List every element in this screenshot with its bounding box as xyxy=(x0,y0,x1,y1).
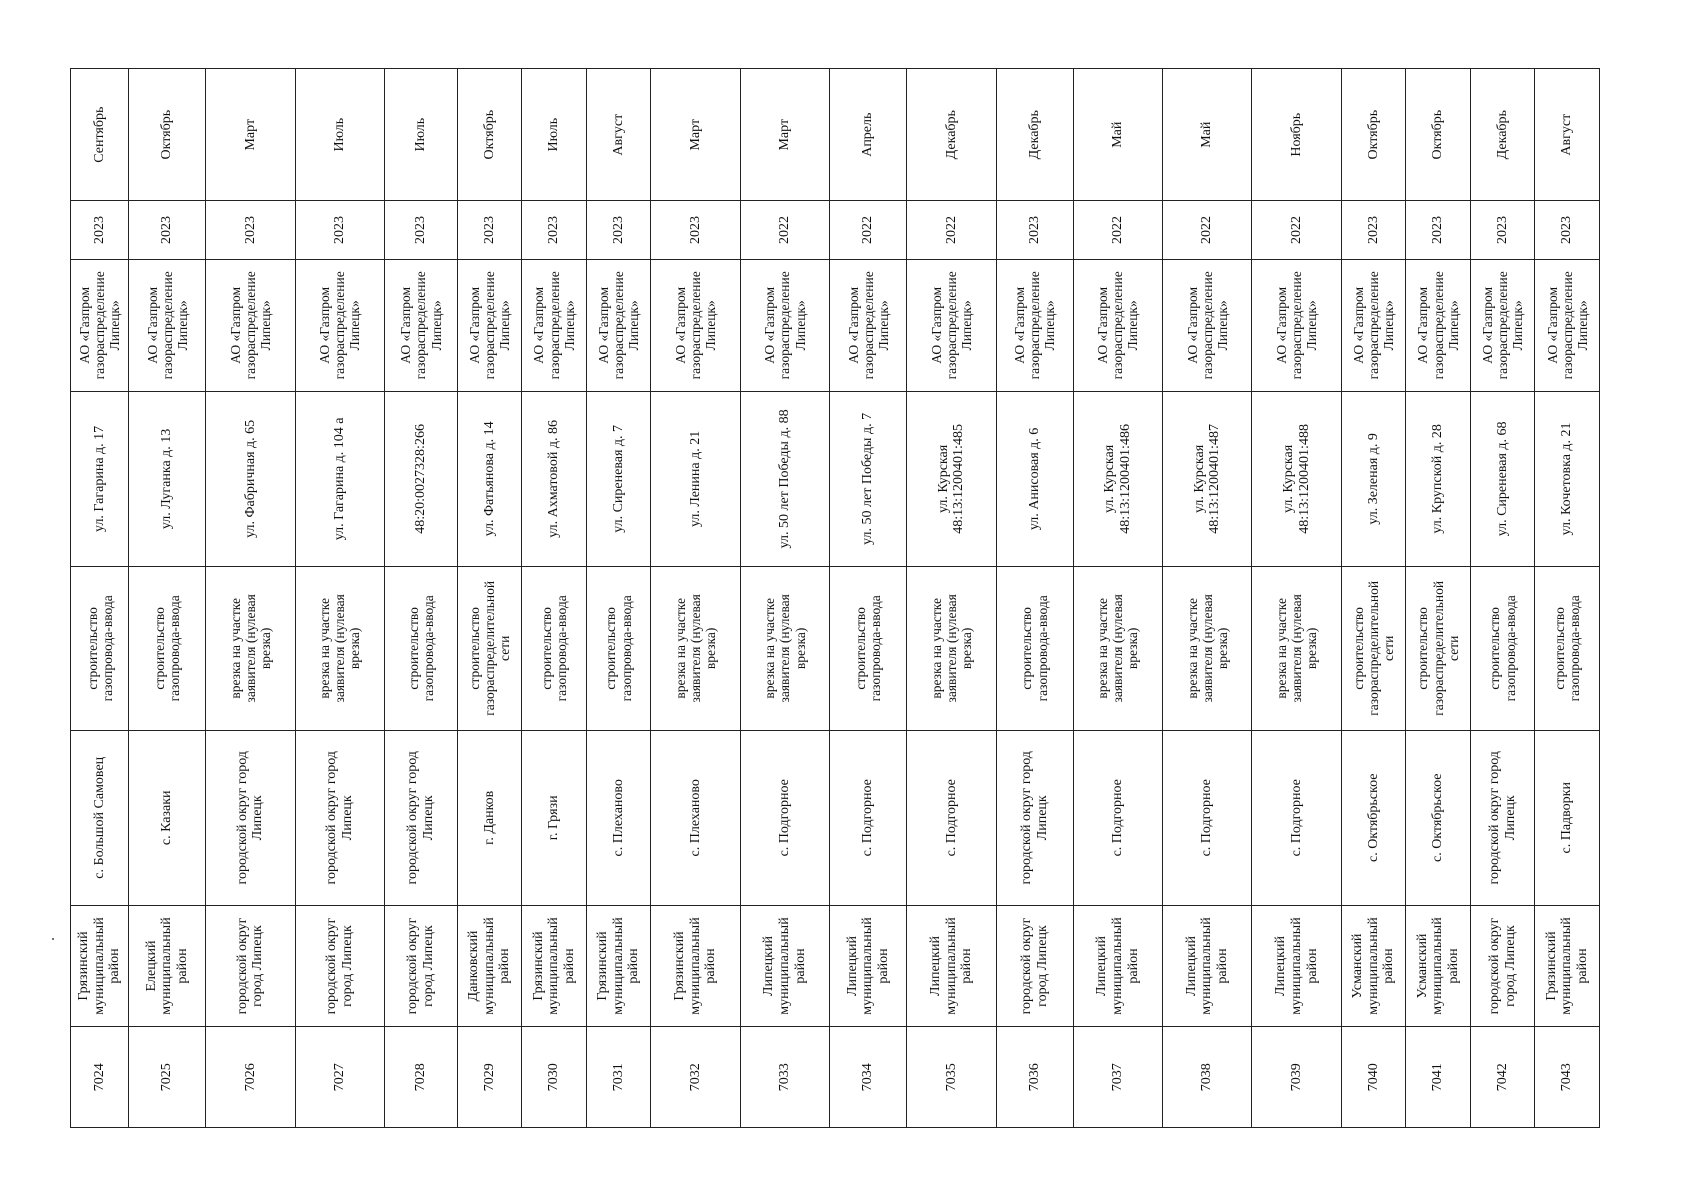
table-row xyxy=(1073,69,1162,1128)
month-cell: Март xyxy=(651,69,740,201)
locality-cell: г. Грязи xyxy=(522,730,586,905)
organization-cell: АО «Газпром газораспределение Липецк» xyxy=(206,259,295,391)
district-cell: Грязинский муниципальный район xyxy=(522,905,586,1027)
month-cell: Июль xyxy=(385,69,458,201)
organization-cell: АО «Газпром газораспределение Липецк» xyxy=(1406,259,1470,391)
district-cell: городской округ город Липецк xyxy=(295,905,384,1027)
work-type-cell: строительство газопровода-ввода xyxy=(385,566,458,730)
address-cell: ул. Гагарина д. 104 а xyxy=(295,392,384,567)
address-cell: ул. Ахматовой д. 86 xyxy=(522,392,586,567)
table-row xyxy=(1535,69,1600,1128)
organization-cell: АО «Газпром газораспределение Липецк» xyxy=(740,259,829,391)
organization-cell: АО «Газпром газораспределение Липецк» xyxy=(1535,259,1600,391)
table-row xyxy=(651,69,740,1128)
organization-cell: АО «Газпром газораспределение Липецк» xyxy=(457,259,521,391)
year-cell: 2023 xyxy=(651,201,740,259)
work-type-cell: строительство газопровода-ввода xyxy=(830,566,907,730)
district-cell: городской округ город Липецк xyxy=(1470,905,1534,1027)
row-number: 7031 xyxy=(586,1027,650,1128)
address-cell: ул. Кочетовка д. 21 xyxy=(1535,392,1600,567)
work-type-cell: строительство газопровода-ввода xyxy=(71,566,129,730)
district-cell: городской округ город Липецк xyxy=(385,905,458,1027)
address-cell: ул. 50 лет Победы д. 7 xyxy=(830,392,907,567)
district-cell: Липецкий муниципальный район xyxy=(907,905,996,1027)
work-type-cell: врезка на участке заявителя (нулевая врезка) xyxy=(206,566,295,730)
year-cell: 2023 xyxy=(457,201,521,259)
work-type-cell: строительство газораспределительной сети xyxy=(1341,566,1405,730)
organization-cell: АО «Газпром газораспределение Липецк» xyxy=(586,259,650,391)
table-row xyxy=(996,69,1073,1128)
row-number: 7024 xyxy=(71,1027,129,1128)
table-row xyxy=(295,69,384,1128)
work-type-cell: врезка на участке заявителя (нулевая врезка) xyxy=(295,566,384,730)
year-cell: 2023 xyxy=(996,201,1073,259)
month-cell: Декабрь xyxy=(1470,69,1534,201)
locality-cell: с. Казаки xyxy=(129,730,206,905)
organization-cell: АО «Газпром газораспределение Липецк» xyxy=(71,259,129,391)
row-number: 7042 xyxy=(1470,1027,1534,1128)
locality-cell: городской округ город Липецк xyxy=(385,730,458,905)
organization-cell: АО «Газпром газораспределение Липецк» xyxy=(385,259,458,391)
work-type-cell: строительство газораспределительной сети xyxy=(457,566,521,730)
locality-cell: с. Большой Самовец xyxy=(71,730,129,905)
organization-cell: АО «Газпром газораспределение Липецк» xyxy=(295,259,384,391)
table-row xyxy=(71,69,129,1128)
district-cell: Елецкий муниципальный район xyxy=(129,905,206,1027)
work-type-cell: строительство газопровода-ввода xyxy=(129,566,206,730)
table-row xyxy=(457,69,521,1128)
work-type-cell: врезка на участке заявителя (нулевая врезка) xyxy=(1073,566,1162,730)
year-cell: 2022 xyxy=(1073,201,1162,259)
month-cell: Август xyxy=(1535,69,1600,201)
gas-connection-table xyxy=(70,68,1600,1128)
address-cell: 48:20:0027328:266 xyxy=(385,392,458,567)
address-cell: ул. Сиреневая д. 7 xyxy=(586,392,650,567)
work-type-cell: строительство газопровода-ввода xyxy=(1470,566,1534,730)
year-cell: 2022 xyxy=(907,201,996,259)
locality-cell: с. Подгорное xyxy=(830,730,907,905)
table-row xyxy=(206,69,295,1128)
address-cell: ул. Крупской д. 28 xyxy=(1406,392,1470,567)
month-cell: Август xyxy=(586,69,650,201)
year-cell: 2023 xyxy=(1470,201,1534,259)
work-type-cell: врезка на участке заявителя (нулевая врезка) xyxy=(1252,566,1341,730)
row-number: 7032 xyxy=(651,1027,740,1128)
year-cell: 2022 xyxy=(740,201,829,259)
row-number: 7030 xyxy=(522,1027,586,1128)
year-cell: 2023 xyxy=(522,201,586,259)
district-cell: Липецкий муниципальный район xyxy=(830,905,907,1027)
row-number: 7034 xyxy=(830,1027,907,1128)
organization-cell: АО «Газпром газораспределение Липецк» xyxy=(996,259,1073,391)
month-cell: Декабрь xyxy=(996,69,1073,201)
district-cell: Данковский муниципальный район xyxy=(457,905,521,1027)
district-cell: Усманский муниципальный район xyxy=(1341,905,1405,1027)
year-cell: 2023 xyxy=(71,201,129,259)
locality-cell: с. Октябрьское xyxy=(1341,730,1405,905)
row-number: 7040 xyxy=(1341,1027,1405,1128)
locality-cell: с. Подгорное xyxy=(1252,730,1341,905)
district-cell: городской округ город Липецк xyxy=(996,905,1073,1027)
district-cell: Грязинский муниципальный район xyxy=(71,905,129,1027)
address-cell: ул. Курская 48:13:1200401:485 xyxy=(907,392,996,567)
work-type-cell: строительство газопровода-ввода xyxy=(996,566,1073,730)
work-type-cell: врезка на участке заявителя (нулевая врезка) xyxy=(1163,566,1252,730)
year-cell: 2022 xyxy=(830,201,907,259)
work-type-cell: врезка на участке заявителя (нулевая врезка) xyxy=(740,566,829,730)
address-cell: ул. Зеленая д. 9 xyxy=(1341,392,1405,567)
address-cell: ул. Луганка д. 13 xyxy=(129,392,206,567)
month-cell: Декабрь xyxy=(907,69,996,201)
month-cell: Май xyxy=(1163,69,1252,201)
scan-speck xyxy=(52,938,54,940)
address-cell: ул. Ленина д. 21 xyxy=(651,392,740,567)
locality-cell: с. Октябрьское xyxy=(1406,730,1470,905)
table-row xyxy=(907,69,996,1128)
row-number: 7026 xyxy=(206,1027,295,1128)
organization-cell: АО «Газпром газораспределение Липецк» xyxy=(522,259,586,391)
month-cell: Сентябрь xyxy=(71,69,129,201)
table-row xyxy=(740,69,829,1128)
district-cell: Липецкий муниципальный район xyxy=(740,905,829,1027)
year-cell: 2023 xyxy=(1406,201,1470,259)
address-cell: ул. Курская 48:13:1200401:487 xyxy=(1163,392,1252,567)
locality-cell: с. Плеханово xyxy=(586,730,650,905)
locality-cell: с. Падворки xyxy=(1535,730,1600,905)
organization-cell: АО «Газпром газораспределение Липецк» xyxy=(651,259,740,391)
district-cell: Липецкий муниципальный район xyxy=(1163,905,1252,1027)
table-row xyxy=(1470,69,1534,1128)
year-cell: 2023 xyxy=(206,201,295,259)
year-cell: 2023 xyxy=(295,201,384,259)
district-cell: Грязинский муниципальный район xyxy=(586,905,650,1027)
year-cell: 2023 xyxy=(1535,201,1600,259)
locality-cell: с. Подгорное xyxy=(740,730,829,905)
row-number: 7035 xyxy=(907,1027,996,1128)
district-cell: Липецкий муниципальный район xyxy=(1073,905,1162,1027)
month-cell: Октябрь xyxy=(129,69,206,201)
month-cell: Октябрь xyxy=(1341,69,1405,201)
scanned-page xyxy=(70,68,1600,1128)
table-row xyxy=(830,69,907,1128)
organization-cell: АО «Газпром газораспределение Липецк» xyxy=(1252,259,1341,391)
year-cell: 2023 xyxy=(385,201,458,259)
address-cell: ул. Курская 48:13:1200401:488 xyxy=(1252,392,1341,567)
row-number: 7028 xyxy=(385,1027,458,1128)
month-cell: Июль xyxy=(522,69,586,201)
month-cell: Март xyxy=(206,69,295,201)
district-cell: городской округ город Липецк xyxy=(206,905,295,1027)
table-row xyxy=(1252,69,1341,1128)
address-cell: ул. Фатьянова д. 14 xyxy=(457,392,521,567)
year-cell: 2022 xyxy=(1163,201,1252,259)
organization-cell: АО «Газпром газораспределение Липецк» xyxy=(1163,259,1252,391)
row-number: 7027 xyxy=(295,1027,384,1128)
work-type-cell: строительство газопровода-ввода xyxy=(522,566,586,730)
work-type-cell: строительство газопровода-ввода xyxy=(1535,566,1600,730)
year-cell: 2022 xyxy=(1252,201,1341,259)
locality-cell: городской округ город Липецк xyxy=(206,730,295,905)
row-number: 7036 xyxy=(996,1027,1073,1128)
row-number: 7039 xyxy=(1252,1027,1341,1128)
row-number: 7037 xyxy=(1073,1027,1162,1128)
address-cell: ул. 50 лет Победы д. 88 xyxy=(740,392,829,567)
table-row xyxy=(586,69,650,1128)
year-cell: 2023 xyxy=(129,201,206,259)
work-type-cell: строительство газопровода-ввода xyxy=(586,566,650,730)
address-cell: ул. Гагарина д. 17 xyxy=(71,392,129,567)
year-cell: 2023 xyxy=(586,201,650,259)
locality-cell: городской округ город Липецк xyxy=(996,730,1073,905)
work-type-cell: строительство газораспределительной сети xyxy=(1406,566,1470,730)
month-cell: Октябрь xyxy=(1406,69,1470,201)
locality-cell: городской округ город Липецк xyxy=(1470,730,1534,905)
row-number: 7043 xyxy=(1535,1027,1600,1128)
district-cell: Усманский муниципальный район xyxy=(1406,905,1470,1027)
locality-cell: г. Данков xyxy=(457,730,521,905)
month-cell: Октябрь xyxy=(457,69,521,201)
district-cell: Липецкий муниципальный район xyxy=(1252,905,1341,1027)
month-cell: Июль xyxy=(295,69,384,201)
organization-cell: АО «Газпром газораспределение Липецк» xyxy=(129,259,206,391)
table-row xyxy=(1163,69,1252,1128)
table-row xyxy=(522,69,586,1128)
row-number: 7033 xyxy=(740,1027,829,1128)
organization-cell: АО «Газпром газораспределение Липецк» xyxy=(1470,259,1534,391)
locality-cell: городской округ город Липецк xyxy=(295,730,384,905)
locality-cell: с. Подгорное xyxy=(907,730,996,905)
row-number: 7029 xyxy=(457,1027,521,1128)
row-number: 7025 xyxy=(129,1027,206,1128)
locality-cell: с. Подгорное xyxy=(1163,730,1252,905)
organization-cell: АО «Газпром газораспределение Липецк» xyxy=(1073,259,1162,391)
address-cell: ул. Фабричная д. 65 xyxy=(206,392,295,567)
table-row xyxy=(129,69,206,1128)
month-cell: Апрель xyxy=(830,69,907,201)
row-number: 7038 xyxy=(1163,1027,1252,1128)
table-row xyxy=(1406,69,1470,1128)
organization-cell: АО «Газпром газораспределение Липецк» xyxy=(1341,259,1405,391)
address-cell: ул. Курская 48:13:1200401:486 xyxy=(1073,392,1162,567)
organization-cell: АО «Газпром газораспределение Липецк» xyxy=(830,259,907,391)
work-type-cell: врезка на участке заявителя (нулевая врезка) xyxy=(651,566,740,730)
address-cell: ул. Анисовая д. 6 xyxy=(996,392,1073,567)
district-cell: Грязинский муниципальный район xyxy=(1535,905,1600,1027)
row-number: 7041 xyxy=(1406,1027,1470,1128)
month-cell: Май xyxy=(1073,69,1162,201)
locality-cell: с. Подгорное xyxy=(1073,730,1162,905)
address-cell: ул. Сиреневая д. 68 xyxy=(1470,392,1534,567)
work-type-cell: врезка на участке заявителя (нулевая врезка) xyxy=(907,566,996,730)
month-cell: Март xyxy=(740,69,829,201)
year-cell: 2023 xyxy=(1341,201,1405,259)
table-row xyxy=(1341,69,1405,1128)
table-row xyxy=(385,69,458,1128)
organization-cell: АО «Газпром газораспределение Липецк» xyxy=(907,259,996,391)
locality-cell: с. Плеханово xyxy=(651,730,740,905)
month-cell: Ноябрь xyxy=(1252,69,1341,201)
district-cell: Грязинский муниципальный район xyxy=(651,905,740,1027)
